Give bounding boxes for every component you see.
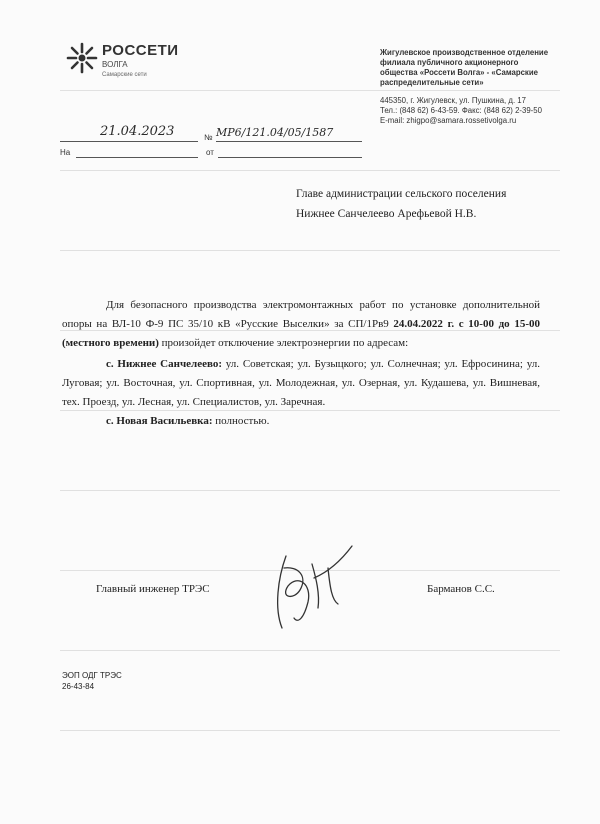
sender-email: E-mail: zhigpo@samara.rossetivolga.ru: [380, 116, 517, 125]
p3-village: с. Новая Васильевка:: [106, 415, 213, 427]
from-label: от: [206, 148, 214, 157]
p2-village: с. Нижнее Санчелеево:: [106, 358, 222, 370]
number-prefix: №: [204, 133, 213, 142]
handwritten-signature: [268, 538, 378, 638]
p1-text-a: Для безопасного производства электромонтажных работ по установке дополнительной опоры на ВЛ-10 Ф-9 ПС 35/10 кВ «Русские Выселки» за СП/1Рв9: [62, 299, 540, 330]
company-logo: [66, 42, 216, 82]
letter-body: [62, 296, 540, 431]
footer-contact: [62, 670, 122, 692]
sender-phone: Тел.: (848 62) 6-43-59. Факс: (848 62) 2-39-50: [380, 106, 542, 115]
number-underline: [216, 141, 362, 142]
body-paragraph-2: [62, 355, 540, 412]
signatory-name: Барманов С.С.: [427, 583, 495, 595]
sender-name: Жигулевское производственное отделение филиала публичного акционерного общества «Россети Волга» - «Самарские распределительные сети»: [380, 48, 549, 87]
date-underline: [60, 141, 198, 142]
addressee-block: [296, 184, 566, 224]
on-label: На: [60, 148, 71, 157]
logo-brand: РОССЕТИ: [102, 42, 179, 59]
p1-time: 24.04.2022 г. с 10-00 до 15-00 (местного времени): [62, 318, 540, 349]
p1-text-b: произойдет отключение электроэнергии по адресам:: [158, 337, 409, 349]
logo-subtitle: Самарские сети: [102, 72, 147, 78]
logo-emblem-icon: [66, 42, 98, 74]
footer-phone: 26-43-84: [62, 682, 95, 691]
footer-department: ЭОП ОДГ ТРЭС: [62, 671, 122, 680]
addressee-line-2: Нижнее Санчелеево Арефьевой Н.В.: [296, 208, 477, 220]
letter-date: 21.04.2023: [100, 124, 175, 139]
from-underline: [218, 157, 362, 158]
on-underline: [76, 157, 198, 158]
letter-number: МР6/121.04/05/1587: [216, 126, 334, 139]
body-paragraph-3: [62, 412, 540, 431]
body-paragraph-1: [62, 296, 540, 353]
sender-block: [380, 48, 555, 126]
p3-text: полностью.: [212, 415, 270, 427]
logo-region: ВОЛГА: [102, 60, 128, 69]
addressee-line-1: Главе администрации сельского поселения: [296, 188, 507, 200]
signatory-role: Главный инженер ТРЭС: [96, 583, 210, 595]
sender-address: 445350, г. Жигулевск, ул. Пушкина, д. 17: [380, 96, 526, 105]
p2-streets: ул. Советская; ул. Бузыцкого; ул. Солнечная; ул. Ефросинина; ул. Луговая; ул. Восточная, ул. Спортивная, ул. Молодежная, ул. Озерная, ул. Кудашева, ул. Вишневая, тех. Проезд, ул. Лесная, ул. Специалистов, ул. Заречная.: [62, 358, 540, 408]
